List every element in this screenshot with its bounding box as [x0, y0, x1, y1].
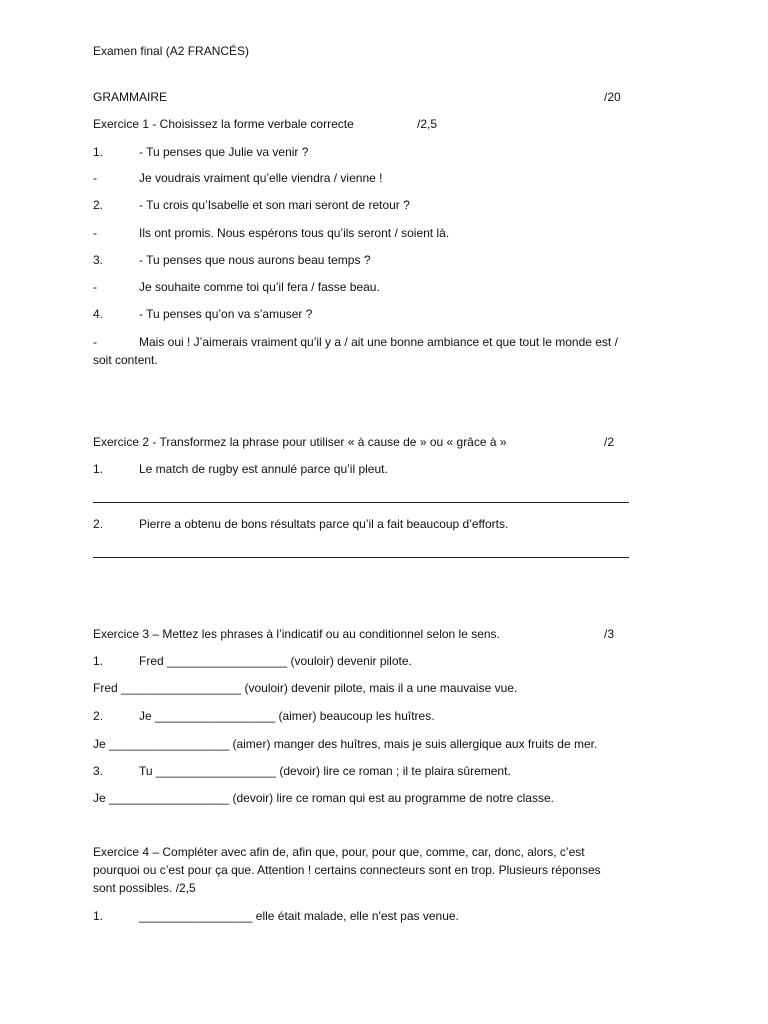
ex1-item2-question: - Tu crois qu’Isabelle et son mari seront de retour ? [139, 198, 410, 212]
ex2-item2-answer-line[interactable] [93, 557, 629, 558]
ex2-item2-text: Pierre a obtenu de bons résultats parce qu’il a fait beaucoup d’efforts. [139, 517, 509, 531]
exam-title: Examen final (A2 FRANCÉS) [93, 44, 250, 58]
ex3-item2-number: 2. [93, 709, 104, 723]
ex1-item4-answer-line2: soit content. [93, 353, 158, 367]
ex2-item2-number: 2. [93, 517, 104, 531]
ex1-item4-number: 4. [93, 307, 104, 321]
ex1-item2-dash: - [93, 226, 97, 240]
section-score: /20 [604, 90, 621, 104]
ex1-item4-dash: - [93, 335, 97, 349]
exercise2-score: /2 [604, 435, 615, 449]
ex2-item1-text: Le match de rugby est annulé parce qu’il pleut. [139, 462, 388, 476]
ex1-item3-answer: Je souhaite comme toi qu’il fera / fasse beau. [139, 280, 380, 294]
ex1-item2-number: 2. [93, 198, 104, 212]
ex3-item1b-text: Fred __________________ (vouloir) devenir pilote, mais il a une mauvaise vue. [93, 681, 518, 695]
ex3-item3-number: 3. [93, 764, 104, 778]
ex3-item2b-text: Je __________________ (aimer) manger des huîtres, mais je suis allergique aux fruits de mer. [93, 737, 598, 751]
exercise1-score: /2,5 [417, 117, 438, 131]
ex1-item2-answer: Ils ont promis. Nous espérons tous qu’ils seront / soient là. [139, 226, 450, 240]
ex3-item3-text: Tu __________________ (devoir) lire ce roman ; il te plaira sûrement. [139, 764, 511, 778]
ex1-item1-dash: - [93, 171, 97, 185]
ex1-item3-number: 3. [93, 253, 104, 267]
ex3-item2-text: Je __________________ (aimer) beaucoup les huîtres. [139, 709, 435, 723]
ex2-item1-number: 1. [93, 462, 104, 476]
ex1-item1-number: 1. [93, 145, 104, 159]
ex4-item1-number: 1. [93, 909, 104, 923]
ex1-item3-dash: - [93, 280, 97, 294]
exercise2-title: Exercice 2 - Transformez la phrase pour utiliser « à cause de » ou « grâce à » [93, 435, 507, 449]
section-label: GRAMMAIRE [93, 90, 168, 104]
exercise4-instructions-line3: sont possibles. /2,5 [93, 881, 196, 895]
ex2-item1-answer-line[interactable] [93, 502, 629, 503]
ex3-item1-number: 1. [93, 654, 104, 668]
ex1-item1-answer: Je voudrais vraiment qu’elle viendra / vienne ! [139, 171, 383, 185]
ex3-item3b-text: Je __________________ (devoir) lire ce roman qui est au programme de notre classe. [93, 791, 554, 805]
exercise4-instructions-line1: Exercice 4 – Compléter avec afin de, afin que, pour, pour que, comme, car, donc, alors, c’est [93, 845, 585, 859]
ex1-item4-answer-line1: Mais oui ! J’aimerais vraiment qu’il y a / ait une bonne ambiance et que tout le monde est / [139, 335, 618, 349]
ex1-item4-question: - Tu penses qu’on va s’amuser ? [139, 307, 313, 321]
exercise3-score: /3 [604, 627, 615, 641]
ex1-item1-question: - Tu penses que Julie va venir ? [139, 145, 309, 159]
exercise1-title: Exercice 1 - Choisissez la forme verbale correcte [93, 117, 354, 131]
ex3-item1-text: Fred __________________ (vouloir) devenir pilote. [139, 654, 412, 668]
ex4-item1-text: _________________ elle était malade, elle n'est pas venue. [139, 909, 459, 923]
exercise3-title: Exercice 3 – Mettez les phrases à l’indicatif ou au conditionnel selon le sens. [93, 627, 500, 641]
ex1-item3-question: - Tu penses que nous aurons beau temps ? [139, 253, 371, 267]
exercise4-instructions-line2: pourquoi ou c’est pour ça que. Attention ! certains connecteurs sont en trop. Plusieurs réponses [93, 863, 601, 877]
